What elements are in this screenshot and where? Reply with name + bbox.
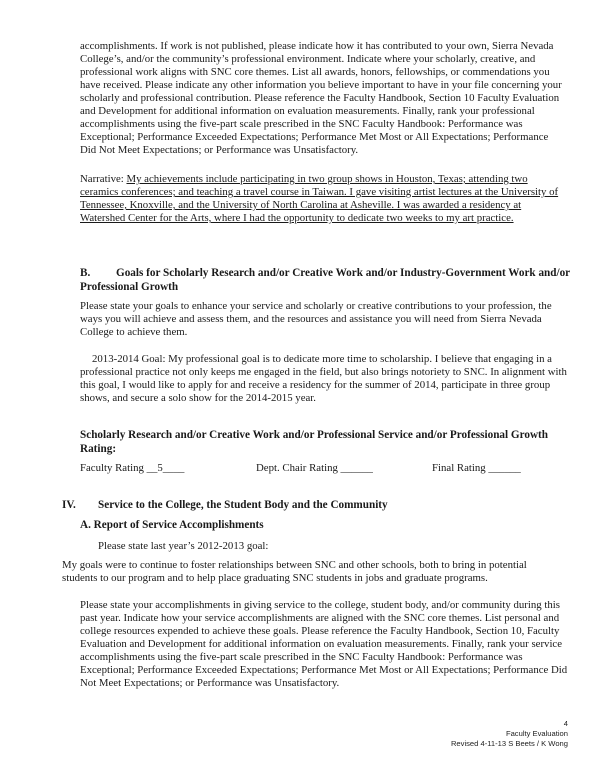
rating-heading: Scholarly Research and/or Creative Work and/or Professional Service and/or Professional Growth Rating: xyxy=(80,429,549,455)
service-instructions: Please state your accomplishments in giving service to the college, student body, and/or community during this past year. Indicate how your service accomplishments are aligned with the SNC core themes. List personal and college resources expended to achieve these goals. Please reference the Faculty Handbook, Section 10, Faculty Evaluation and Development for additional information on evaluation measurements. Finally, rank your service accomplishments using the five-part scale prescribed in the SNC Faculty Handbook: Performance was Exceptional; Performance Exceeded Expectations; Performance Met Most or All Expectations; Performance Did Not Meet Expectations; or Performance was Unsatisfactory. xyxy=(80,599,568,689)
section-b-number: B. xyxy=(80,267,91,279)
narrative-label: Narrative: xyxy=(80,173,127,185)
last-year-goal-text: My goals were to continue to foster relationships between SNC and other schools, both to bring in potential students to our program and to help place graduating SNC students in jobs and graduate programs. xyxy=(62,559,527,584)
section-b-goal xyxy=(80,353,568,405)
footer-title: Faculty Evaluation xyxy=(505,729,568,738)
rating-row xyxy=(80,462,550,476)
section-iv-title: Service to the College, the Student Body and the Community xyxy=(98,499,388,511)
section-b-goal-text: 2013-2014 Goal: My professional goal is to dedicate more time to scholarship. I believe that engaging in a professional practice not only keeps me engaged in the field, but also brings notoriety to SNC. In alignment with this goal, I would like to apply for and receive a residency for the summer of 2014, participate in three group shows, and secure a solo show for the 2014-2015 year. xyxy=(80,353,567,404)
last-year-goal-prompt: Please state last year’s 2012-2013 goal: xyxy=(98,540,269,552)
faculty-rating: Faculty Rating __5____ xyxy=(80,462,185,474)
section-iv-heading xyxy=(62,498,562,512)
page-number: 4 xyxy=(563,719,568,728)
narrative-text: My achievements include participating in two group shows in Houston, Texas; attending two ceramics conferences; and teaching a travel course in Taiwan. I gave visiting artist lectures at the University of Tennessee, Knoxville, and the University of North Carolina at Asheville. I was awarded a residency at Watershed Center for the Arts, where I had the opportunity to dedicate two weeks to my art practice. xyxy=(80,173,559,224)
section-b-instructions: Please state your goals to enhance your service and scholarly or creative contributions to your profession, the ways you will achieve and assess them, and the resources and assistance you will need from Sierra Nevada College to achieve them. xyxy=(80,300,552,338)
dept-chair-rating: Dept. Chair Rating ______ xyxy=(256,462,373,474)
section-iv-number: IV. xyxy=(62,499,76,511)
section-b-heading xyxy=(80,266,570,294)
section-iv-a-heading: A. Report of Service Accomplishments xyxy=(80,519,264,531)
intro-paragraph: accomplishments. If work is not published, please indicate how it has contributed to your own, Sierra Nevada College’s, and/or the community’s professional environment. Indicate where your scholarly, creative, and professional work aligns with SNC core themes. List all awards, honors, fellowships, or commendations you have received. Please indicate any other information you believe important to have in your file concerning your scholarly and professional contribution. Please reference the Faculty Handbook, Section 10 Faculty Evaluation and Development for additional information on evaluation measurements. Finally, rank your professional accomplishments using the five-part scale prescribed in the SNC Faculty Handbook: Performance was Exceptional; Performance Exceeded Expectations; Performance Met Most or All Expectations; Performance Did Not Meet Expectations; or Performance was Unsatisfactory. xyxy=(80,40,562,156)
final-rating: Final Rating ______ xyxy=(432,462,521,474)
section-b-title: Goals for Scholarly Research and/or Creative Work and/or Industry-Government Work and/or Professional Growth xyxy=(80,267,570,293)
page-footer xyxy=(451,719,568,749)
narrative-paragraph xyxy=(80,173,565,225)
footer-revision: Revised 4-11-13 S Beets / K Wong xyxy=(450,739,568,748)
